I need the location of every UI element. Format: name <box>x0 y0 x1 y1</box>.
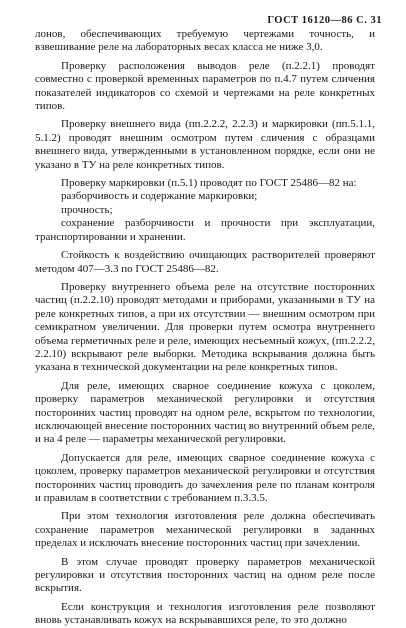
list-item-durability: прочность; <box>61 203 113 216</box>
paragraph-after-opening: В этом случае проводят проверку параметров механической регулировки и отсутствия посторонних частиц на одном реле после вскрытия. <box>35 555 375 595</box>
page-header: ГОСТ 16120—86 С. 31 <box>267 15 382 26</box>
paragraph-continuation: лонов, обеспечивающих требуемую чертежами точность, и взвешивание реле на лабораторных весах класса не ниже 3,0. <box>35 28 375 54</box>
document-body <box>35 28 375 628</box>
paragraph-manufacturing-technology: При этом технология изготовления реле должна обеспечивать сохранение параметров механической регулировки в заданных пределах и исключать внесение посторонних частиц при зачехлении. <box>35 510 375 550</box>
paragraph-welded-relays: Для реле, имеющих сварное соединение кожуха с цоколем, проверку параметров механической регулировки и отсутствия посторонних частиц проводят на одном реле, вскрытом по технологии, исключающей внесение посторонних частиц во внутренний объем реле, и на 4 реле — параметры механической регулировки. <box>35 379 375 446</box>
paragraph-appearance-check: Проверку внешнего вида (пп.2.2.2, 2.2.3) и маркировки (пп.5.1.1, 5.1.2) проводят внешним осмотром путем сличения с образцами внешнего вида, утвержденными в установленном порядке, если они не указано в ТУ на реле конкретных типов. <box>35 118 375 171</box>
paragraph-permitted-checks: Допускается для реле, имеющих сварное соединение кожуха с цоколем, проверку параметров механической регулировки и отсутствия посторонних частиц проводить до зачехления реле по планам контроля и правилам в соответствии с требованием п.3.3.5. <box>35 451 375 504</box>
list-item-preservation: сохранение разборчивости и прочности при эксплуатации, транспортировании и хранении. <box>35 217 375 243</box>
paragraph-internal-volume-check: Проверку внутреннего объема реле на отсутствие посторонних частиц (п.2.2.10) проводят методами и приборами, указанными в ТУ на реле конкретных типов, а при их отсутствии — внешним осмотром при семикратном увеличении. Для проверки путем осмотра внутреннего объема герметичных реле и реле, имеющих несъемный кожух, (пп.2.2.2, 2.2.10) вскрывают реле выборки. Методика вскрывания должна быть указана в технической документации на реле конкретных типов. <box>35 280 375 374</box>
paragraph-lead-arrangement-check: Проверку расположения выводов реле (п.2.2.1) проводят совместно с проверкой временных параметров по п.4.7 путем сличения показателей индикаторов со схемой и чертежами на реле конкретных типов. <box>35 59 375 113</box>
list-item-legibility: разборчивость и содержание маркировки; <box>61 190 258 203</box>
paragraph-marking-check: Проверку маркировки (п.5.1) проводят по ГОСТ 25486—82 на: <box>61 177 357 190</box>
paragraph-solvent-resistance: Стойкость к воздействию очищающих растворителей проверяют методом 407—3.3 по ГОСТ 25486—82. <box>35 249 375 275</box>
paragraph-reinstall-cover: Если конструкция и технология изготовления реле позволяют вновь устанавливать кожух на вскрывавшихся реле, то это должно <box>35 600 375 627</box>
